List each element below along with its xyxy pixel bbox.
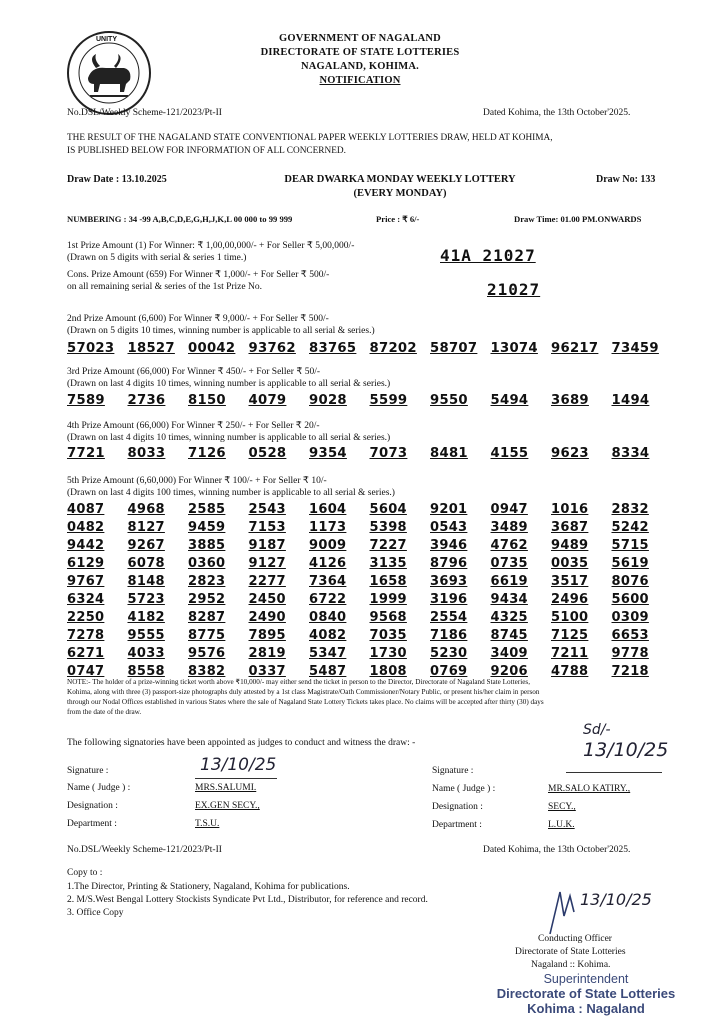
header-govt: GOVERNMENT OF NAGALAND (279, 33, 441, 44)
reference-number-2: No.DSL/Weekly Scheme-121/2023/Pt-II (67, 845, 222, 855)
officer-signature: 13/10/25 (560, 890, 652, 909)
ticket-price: Price : ₹ 6/- (376, 214, 420, 224)
copy-to-item-1: 1.The Director, Printing & Stationery, Nagaland, Kohima for publications. (67, 882, 350, 892)
signatories-intro: The following signatories have been appointed as judges to conduct and witness the draw: - (67, 738, 416, 748)
prize5-number: 9267 (127, 538, 165, 553)
prize5-number: 3517 (551, 574, 589, 589)
prize2-numbers (67, 341, 672, 356)
lottery-name: DEAR DWARKA MONDAY WEEKLY LOTTERY (284, 174, 516, 185)
judge-left-department-label: Department : (67, 819, 117, 829)
lottery-frequency: (EVERY MONDAY) (353, 188, 447, 199)
prize5-number: 3946 (430, 538, 468, 553)
judge-right-designation: SECY., (548, 802, 576, 812)
prize5-number: 4082 (309, 628, 347, 643)
prize5-row (67, 556, 672, 571)
stamp-line-3: Kohima : Nagaland (527, 1001, 645, 1016)
prize5-number: 0735 (490, 556, 528, 571)
prize5-number: 6129 (67, 556, 105, 571)
prize5-number: 7211 (551, 646, 589, 661)
handwritten-signature-date: Sd/- 13/10/25 (583, 722, 669, 761)
judge-left-designation: EX.GEN SECY., (195, 801, 260, 811)
prize5-number: 2490 (248, 610, 286, 625)
prize5-number: 0035 (551, 556, 589, 571)
prize5-number: 0482 (67, 520, 105, 535)
prize5-number: 9206 (490, 664, 528, 679)
dated-text-2: Dated Kohima, the 13th October'2025. (483, 845, 631, 855)
prize5-number: 9576 (188, 646, 226, 661)
prize3-number: 8150 (188, 393, 226, 408)
prize5-number: 6619 (490, 574, 528, 589)
prize5-number: 9459 (188, 520, 226, 535)
officer-title: Conducting Officer (538, 934, 612, 944)
prize5-number: 4788 (551, 664, 589, 679)
prize5-number: 8148 (127, 574, 165, 589)
draw-number: Draw No: 133 (596, 174, 656, 185)
prize5-number: 9127 (248, 556, 286, 571)
prize5-number: 5715 (611, 538, 649, 553)
copy-to-label: Copy to : (67, 868, 103, 878)
prize5-number: 3135 (369, 556, 407, 571)
prize3-number: 9550 (430, 393, 468, 408)
prize2-number: 18527 (127, 341, 175, 356)
prize5-number: 0337 (248, 664, 286, 679)
prize5-number: 1999 (369, 592, 407, 607)
prize5-number: 5398 (369, 520, 407, 535)
prize5-number: 7035 (369, 628, 407, 643)
prize4-note: (Drawn on last 4 digits 10 times, winning number is applicable to all serial & series.) (67, 433, 391, 443)
prize5-number: 8127 (127, 520, 165, 535)
numbering-info: NUMBERING : 34 -99 A,B,C,D,E,G,H,J,K,L 00 000 to 99 999 (67, 214, 293, 224)
prize3-number: 7589 (67, 393, 105, 408)
officer-location: Nagaland :: Kohima. (531, 960, 611, 970)
prize5-number: 4762 (490, 538, 528, 553)
prize4-number: 9623 (551, 446, 589, 461)
prize5-number: 7364 (309, 574, 347, 589)
prize5-row (67, 520, 672, 535)
judge-left-signature-label: Signature : (67, 766, 109, 776)
claim-note-line-2: Kohima, along with three (3) passport-size photographs duly attested by a 1st class Magistrate/Oath Commissioner/Notary Public, or present his/her claim in person (67, 688, 540, 696)
stamp-line-1: Superintendent (543, 972, 629, 986)
prize2-number: 58707 (430, 341, 478, 356)
prize5-row (67, 646, 672, 661)
prize5-number: 9009 (309, 538, 347, 553)
prize5-number: 9778 (611, 646, 649, 661)
officer-signature-scribble (540, 886, 580, 936)
prize5-number: 8558 (127, 664, 165, 679)
prize5-number: 0947 (490, 502, 528, 517)
dated-text: Dated Kohima, the 13th October'2025. (483, 108, 631, 118)
prize5-number: 0769 (430, 664, 468, 679)
prize4-numbers (67, 446, 672, 461)
officer-directorate: Directorate of State Lotteries (515, 947, 626, 957)
judge-left-designation-label: Designation : (67, 801, 118, 811)
prize3-number: 3689 (551, 393, 589, 408)
prize5-number: 3693 (430, 574, 468, 589)
prize5-number: 1173 (309, 520, 347, 535)
prize3-note: (Drawn on last 4 digits 10 times, winning number is applicable to all serial & series.) (67, 379, 391, 389)
reference-number: No.DSL/Weekly Scheme-121/2023/Pt-II (67, 108, 222, 118)
prize5-number: 7153 (248, 520, 286, 535)
prize5-number: 9568 (369, 610, 407, 625)
prize5-number: 2585 (188, 502, 226, 517)
prize2-number: 87202 (369, 341, 417, 356)
prize4-amount: 4th Prize Amount (66,000) For Winner ₹ 250/- + For Seller ₹ 20/- (67, 421, 320, 431)
claim-note-line-3: through our Nodal Offices established in various States where the sale of Nagaland State Lottery Tickets takes place. No claims will be accepted after thirty (30) days (67, 698, 544, 706)
prize2-number: 96217 (551, 341, 599, 356)
prize5-number: 4182 (127, 610, 165, 625)
prize2-number: 83765 (309, 341, 357, 356)
prize3-number: 1494 (611, 393, 650, 408)
prize5-number: 5619 (611, 556, 649, 571)
prize5-number: 9187 (248, 538, 286, 553)
prize3-number: 5599 (369, 393, 408, 408)
prize1-number: 41A 21027 (440, 246, 536, 265)
prize5-number: 5723 (127, 592, 165, 607)
judge-right-name-label: Name ( Judge ) : (432, 784, 496, 794)
prize5-number: 8775 (188, 628, 226, 643)
prize4-number: 7721 (67, 446, 105, 461)
prize5-number: 6271 (67, 646, 105, 661)
prize5-number: 9489 (551, 538, 589, 553)
judge-right-name: MR.SALO KATIRY., (548, 784, 631, 794)
cons-amount: Cons. Prize Amount (659) For Winner ₹ 1,000/- + For Seller ₹ 500/- (67, 270, 330, 280)
prize5-number: 5604 (369, 502, 407, 517)
prize5-number: 5100 (551, 610, 589, 625)
prize5-number: 1658 (369, 574, 407, 589)
stamp-line-2: Directorate of State Lotteries (496, 986, 676, 1001)
prize5-number: 1808 (369, 664, 407, 679)
prize1-amount: 1st Prize Amount (1) For Winner: ₹ 1,00,00,000/- + For Seller ₹ 5,00,000/- (67, 241, 355, 251)
prize5-number: 0543 (430, 520, 468, 535)
prize5-row (67, 592, 672, 607)
judge-left-name-label: Name ( Judge ) : (67, 783, 131, 793)
intro-line-2: IS PUBLISHED BELOW FOR INFORMATION OF ALL CONCERNED. (67, 146, 346, 156)
prize5-number: 0840 (309, 610, 347, 625)
emblem-text-top: UNITY (96, 36, 117, 43)
prize3-number: 5494 (490, 393, 529, 408)
prize5-number: 4087 (67, 502, 105, 517)
prize5-number: 5600 (611, 592, 649, 607)
prize2-number: 73459 (611, 341, 659, 356)
prize5-number: 8287 (188, 610, 226, 625)
prize5-number: 1016 (551, 502, 589, 517)
prize5-number: 1730 (369, 646, 407, 661)
prize4-number: 7126 (188, 446, 226, 461)
prize4-number: 7073 (369, 446, 408, 461)
prize5-amount: 5th Prize Amount (6,60,000) For Winner ₹ 100/- + For Seller ₹ 10/- (67, 476, 327, 486)
judge-right-designation-label: Designation : (432, 802, 483, 812)
prize4-number: 0528 (248, 446, 287, 461)
prize5-number: 2543 (248, 502, 286, 517)
cons-number: 21027 (487, 280, 541, 299)
prize4-number: 8033 (127, 446, 166, 461)
prize5-number: 3196 (430, 592, 468, 607)
prize5-number: 7895 (248, 628, 286, 643)
prize5-number: 9434 (490, 592, 528, 607)
draw-date: Draw Date : 13.10.2025 (67, 174, 167, 185)
header-notification: NOTIFICATION (319, 75, 401, 86)
prize4-number: 8334 (611, 446, 650, 461)
prize5-number: 9442 (67, 538, 105, 553)
prize5-number: 4325 (490, 610, 528, 625)
claim-note (67, 677, 667, 717)
judge-right-signature-label: Signature : (432, 766, 474, 776)
prize5-number: 1604 (309, 502, 347, 517)
prize5-number: 8382 (188, 664, 226, 679)
judge-right-department-label: Department : (432, 820, 482, 830)
header-location: NAGALAND, KOHIMA. (300, 61, 420, 72)
prize5-number: 7186 (430, 628, 468, 643)
prize5-number: 6324 (67, 592, 105, 607)
intro-line-1: THE RESULT OF THE NAGALAND STATE CONVENTIONAL PAPER WEEKLY LOTTERIES DRAW, HELD AT KOHIMA, (67, 133, 553, 143)
cons-note: on all remaining serial & series of the 1st Prize No. (67, 282, 262, 292)
prize2-note: (Drawn on 5 digits 10 times, winning number is applicable to all serial & series.) (67, 326, 375, 336)
prize4-number: 4155 (490, 446, 529, 461)
copy-to-item-3: 3. Office Copy (67, 908, 124, 918)
prize5-number: 5230 (430, 646, 468, 661)
prize5-note: (Drawn on last 4 digits 100 times, winning number is applicable to all serial & series.) (67, 488, 395, 498)
prize5-number: 6653 (611, 628, 649, 643)
prize5-number: 8076 (611, 574, 649, 589)
prize5-number: 7278 (67, 628, 105, 643)
judge-left-name: MRS.SALUMI. (195, 783, 257, 793)
prize5-number: 2277 (248, 574, 286, 589)
prize5-number: 3885 (188, 538, 226, 553)
draw-time: Draw Time: 01.00 PM.ONWARDS (514, 214, 642, 224)
prize5-number: 6078 (127, 556, 165, 571)
claim-note-line-4: from the date of the draw. (67, 708, 142, 716)
prize5-number: 7125 (551, 628, 589, 643)
prize2-number: 13074 (490, 341, 538, 356)
prize4-number: 9354 (309, 446, 347, 461)
prize5-number: 4126 (309, 556, 347, 571)
prize2-number: 57023 (67, 341, 115, 356)
prize5-number: 2819 (248, 646, 286, 661)
prize5-number: 0309 (611, 610, 649, 625)
prize3-number: 9028 (309, 393, 347, 408)
prize5-number: 6722 (309, 592, 347, 607)
prize5-number: 3409 (490, 646, 528, 661)
prize5-row (67, 502, 672, 517)
prize2-number: 00042 (188, 341, 236, 356)
judge-left-department: T.S.U. (195, 819, 220, 829)
prize5-number: 2250 (67, 610, 105, 625)
prize5-number: 7227 (369, 538, 407, 553)
prize5-number: 2832 (611, 502, 649, 517)
claim-note-line-1: NOTE:- The holder of a prize-winning ticket worth above ₹10,000/- may either send the ticket in person to the Director, Directorate of Nagaland State Lotteries, (67, 678, 530, 686)
handwriting-underline (566, 772, 662, 773)
prize5-number: 9555 (127, 628, 165, 643)
prize5-number: 9201 (430, 502, 468, 517)
prize5-number: 2496 (551, 592, 589, 607)
prize3-number: 4079 (248, 393, 287, 408)
judge-right-department: L.U.K. (548, 820, 575, 830)
prize5-row (67, 610, 672, 625)
prize5-number: 3489 (490, 520, 528, 535)
prize5-number: 4968 (127, 502, 165, 517)
prize5-row (67, 574, 672, 589)
prize5-number: 2952 (188, 592, 226, 607)
prize5-number: 3687 (551, 520, 589, 535)
prize5-number: 5347 (309, 646, 347, 661)
copy-to-item-2: 2. M/S.West Bengal Lottery Stockists Syndicate Pvt Ltd., Distributor, for reference and record. (67, 895, 428, 905)
prize5-number: 4033 (127, 646, 165, 661)
header-directorate: DIRECTORATE OF STATE LOTTERIES (260, 47, 460, 58)
prize5-row (67, 628, 672, 643)
prize5-number: 2554 (430, 610, 468, 625)
judge-left-signature: 13/10/25 (200, 755, 277, 775)
superintendent-stamp (486, 972, 686, 1016)
prize5-number: 0360 (188, 556, 226, 571)
prize5-number: 2823 (188, 574, 226, 589)
prize5-row (67, 538, 672, 553)
prize5-number: 8796 (430, 556, 468, 571)
prize5-number: 9767 (67, 574, 105, 589)
prize2-amount: 2nd Prize Amount (6,600) For Winner ₹ 9,000/- + For Seller ₹ 500/- (67, 314, 329, 324)
prize2-number: 93762 (248, 341, 296, 356)
prize5-number: 7218 (611, 664, 649, 679)
prize5-number: 0747 (67, 664, 105, 679)
prize3-amount: 3rd Prize Amount (66,000) For Winner ₹ 450/- + For Seller ₹ 50/- (67, 367, 321, 377)
prize4-number: 8481 (430, 446, 468, 461)
prize3-number: 2736 (127, 393, 166, 408)
prize5-number: 8745 (490, 628, 528, 643)
prize3-numbers (67, 393, 672, 408)
prize1-note: (Drawn on 5 digits with serial & series 1 time.) (67, 253, 247, 263)
prize5-number: 5487 (309, 664, 347, 679)
judge-left-signature-line (195, 778, 277, 779)
prize5-number: 2450 (248, 592, 286, 607)
prize5-number: 5242 (611, 520, 649, 535)
